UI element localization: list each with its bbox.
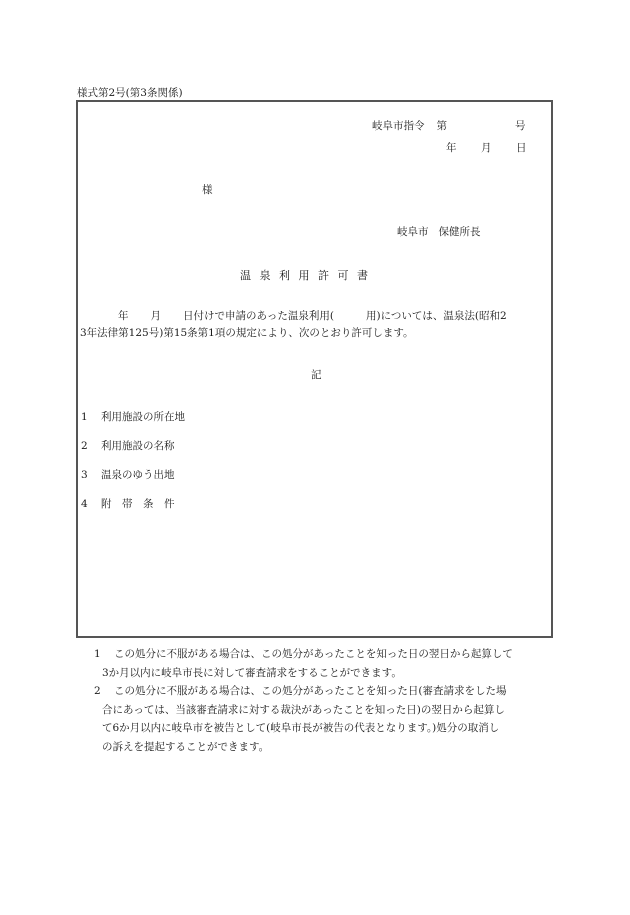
note-number: 2 xyxy=(94,685,101,697)
item-label: 利用施設の所在地 xyxy=(101,411,185,423)
note-2 xyxy=(86,682,556,756)
item-number: 3 xyxy=(81,469,88,481)
note-line: この処分に不服がある場合は、この処分があったことを知った日(審査請求をした場 xyxy=(114,685,507,697)
date-month: 月 xyxy=(481,142,492,154)
form-code: 様式第2号(第3条関係) xyxy=(77,87,183,99)
item-facility-name xyxy=(81,438,175,453)
note-line: の訴えを提起することができます。 xyxy=(102,740,270,753)
item-location xyxy=(81,409,185,424)
note-line: て6か月以内に岐阜市を被告として(岐阜市長が被告の代表となります。)処分の取消し xyxy=(102,722,500,734)
body-line-1 xyxy=(118,308,507,323)
issuer-name: 岐阜市指令 xyxy=(372,120,425,132)
document-title: 温泉利用許可書 xyxy=(240,269,377,282)
body-text-1: 日付けで申請のあった温泉利用( xyxy=(183,310,334,322)
addressee-suffix: 様 xyxy=(202,184,213,196)
body-line-2: 3年法律第125号)第15条第1項の規定により、次のとおり許可します。 xyxy=(80,327,414,339)
note-line: 合にあっては、当該審査請求に対する裁決があったことを知った日)の翌日から起算し xyxy=(102,703,505,716)
note-number: 1 xyxy=(94,648,101,660)
body-text-2: 用)については、温泉法(昭和2 xyxy=(366,310,507,322)
note-line: 3か月以内に岐阜市長に対して審査請求をすることができます。 xyxy=(102,666,402,679)
item-spring-source xyxy=(81,467,175,482)
date-day: 日 xyxy=(516,142,527,154)
number-prefix: 第 xyxy=(436,120,447,132)
number-suffix: 号 xyxy=(515,120,526,132)
note-1 xyxy=(86,645,556,682)
item-label: 温泉のゆう出地 xyxy=(101,469,175,481)
body-year: 年 xyxy=(118,310,129,322)
item-number: 4 xyxy=(81,498,88,510)
ki-heading: 記 xyxy=(311,369,322,381)
issuer-line xyxy=(372,118,447,133)
sender-city: 岐阜市 xyxy=(397,226,429,238)
body-month: 月 xyxy=(150,310,161,322)
appeal-notes xyxy=(86,645,556,756)
note-line: この処分に不服がある場合は、この処分があったことを知った日の翌日から起算して xyxy=(114,648,513,660)
date-year: 年 xyxy=(446,142,457,154)
item-conditions xyxy=(81,496,175,511)
item-label: 附 帯 条 件 xyxy=(101,498,175,510)
sender xyxy=(397,224,481,239)
sender-title: 保健所長 xyxy=(438,226,481,238)
item-number: 1 xyxy=(81,411,88,423)
item-label: 利用施設の名称 xyxy=(101,440,175,452)
item-number: 2 xyxy=(81,440,88,452)
